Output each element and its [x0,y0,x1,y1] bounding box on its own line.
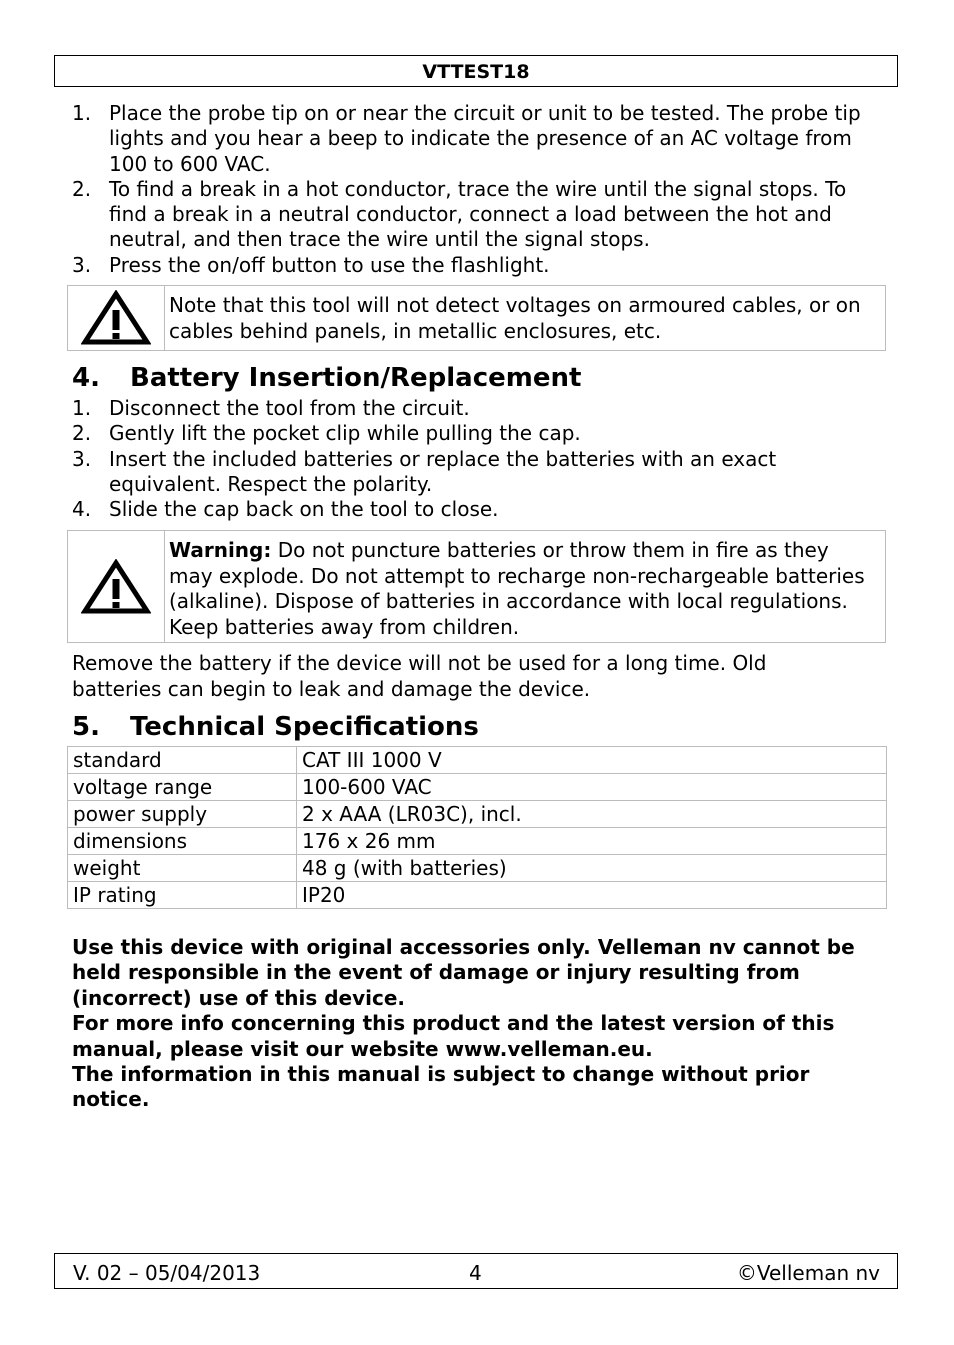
spec-value: 100-600 VAC [297,774,887,801]
section-title: Battery Insertion/Replacement [130,363,582,393]
spec-value: 48 g (with batteries) [297,855,887,882]
warning-icon-cell [68,286,165,350]
list-item [72,447,872,498]
list-item [72,396,872,421]
table-row [68,774,887,801]
section-number: 4. [72,363,100,393]
spec-key: standard [68,747,297,774]
list-item-text: Place the probe tip on or near the circuit or unit to be tested. The probe tip lights and you hear a beep to indicate the presence of an AC voltage from 100 to 600 VAC. [109,101,861,176]
list-item [72,497,872,522]
document-header [54,55,898,87]
list-item-text: Slide the cap back on the tool to close. [109,497,499,522]
list-item-number: 2. [72,421,92,446]
list-item-text: To find a break in a hot conductor, trace the wire until the signal stops. To find a break in a neutral conductor, connect a load between the hot and neutral, and then trace the wire until the signal stops. [109,176,847,252]
list-item-number: 1. [72,396,92,420]
page-number: 4 [469,1261,482,1285]
warning-triangle-icon [81,559,151,615]
document-footer [54,1253,898,1289]
list-item-text: Press the on/off button to use the flashlight. [109,252,550,277]
list-item-text: Disconnect the tool from the circuit. [109,396,470,420]
battery-removal-paragraph: Remove the battery if the device will not be used for a long time. Old batteries can begin to leak and damage the device. [72,651,767,701]
warning-box [67,530,886,643]
list-item [72,253,872,278]
warning-label: Warning: [169,538,272,562]
table-row [68,882,887,909]
disclaimer-change-notice: The information in this manual is subject to change without prior notice. [72,1062,810,1112]
spec-key: voltage range [68,774,297,801]
list-item-number: 4. [72,497,92,522]
list-item [72,177,872,253]
disclaimer-block [72,935,872,1113]
warning-icon-cell [68,531,165,642]
disclaimer-more-info: For more info concerning this product and the latest version of this manual, please visit our website www.velleman.eu. [72,1011,835,1061]
list-item-number: 3. [72,446,92,471]
battery-steps-list [72,396,872,522]
list-item-text: Gently lift the pocket clip while pulling the cap. [109,421,581,446]
spec-key: dimensions [68,828,297,855]
table-row [68,801,887,828]
disclaimer-accessories: Use this device with original accessories only. Velleman nv cannot be held responsible in the event of damage or injury resulting from (incorrect) use of this device. [72,935,855,1010]
spec-value: CAT III 1000 V [297,747,887,774]
warning-text [169,538,873,640]
spec-value: 2 x AAA (LR03C), incl. [297,801,887,828]
list-item [72,101,872,177]
warning-triangle-icon [81,290,151,346]
list-item [72,421,872,446]
note-text: Note that this tool will not detect voltages on armoured cables, or on cables behind panels, in metallic enclosures, etc. [169,293,861,343]
list-item-number: 3. [72,252,92,277]
spec-key: IP rating [68,882,297,909]
section-heading-battery [72,363,581,393]
list-item-number: 1. [72,101,92,125]
footer-version: V. 02 – 05/04/2013 [73,1261,261,1285]
table-row [68,855,887,882]
spec-key: power supply [68,801,297,828]
table-row [68,747,887,774]
document-title: VTTEST18 [422,61,530,83]
section-title: Technical Specifications [130,712,479,742]
spec-value: 176 x 26 mm [297,828,887,855]
footer-copyright: ©Velleman nv [736,1261,880,1285]
list-item-number: 2. [72,176,92,201]
spec-key: weight [68,855,297,882]
list-item-text: Insert the included batteries or replace the batteries with an exact equivalent. Respect the polarity. [109,446,777,496]
section-heading-specs [72,712,479,742]
section-number: 5. [72,712,100,742]
note-box [67,285,886,351]
table-row [68,828,887,855]
specifications-table [67,746,887,909]
warning-body: Do not puncture batteries or throw them in fire as they may explode. Do not attempt to recharge non-rechargeable batteries (alkaline). Dispose of batteries in accordance with local regulations. Keep batteries away from children. [169,538,865,639]
spec-value: IP20 [297,882,887,909]
usage-steps-list [72,101,872,278]
